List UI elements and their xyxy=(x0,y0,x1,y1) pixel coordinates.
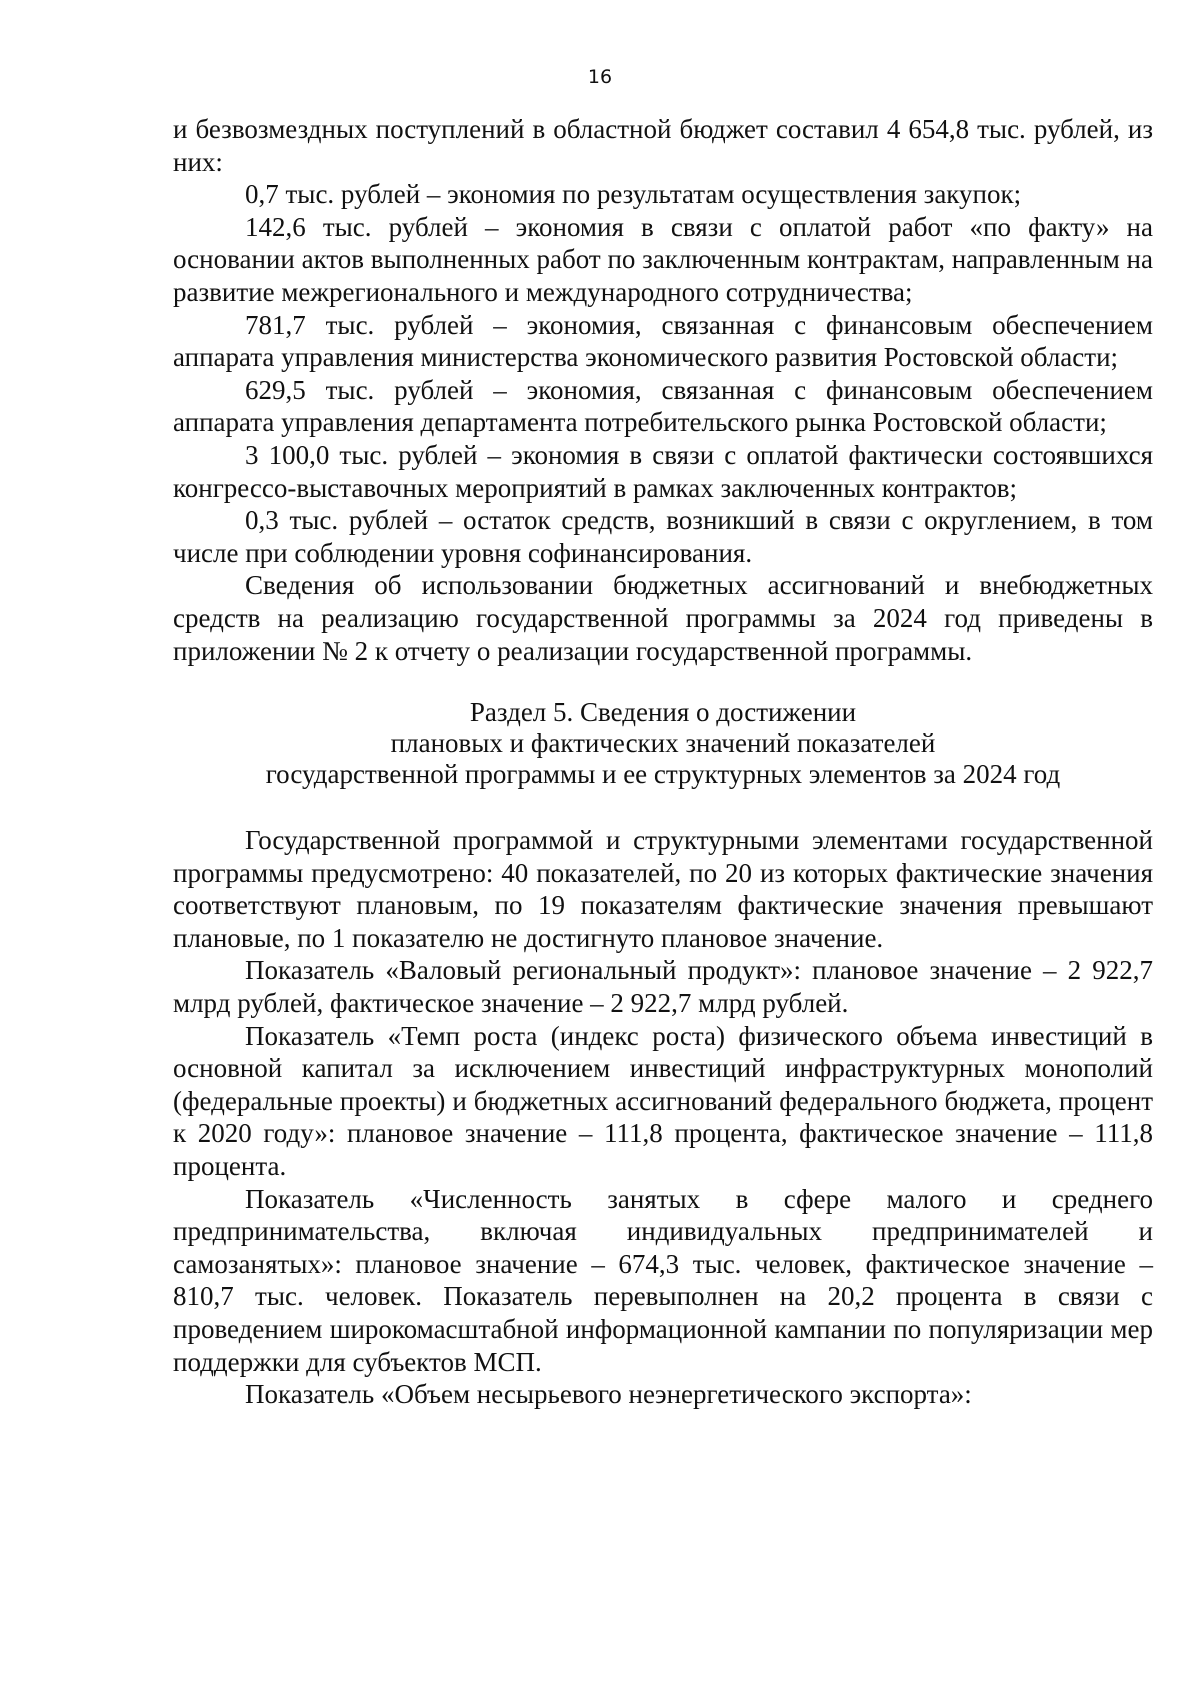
paragraph-indicator-sme-employment: Показатель «Численность занятых в сфере малого и среднего предпринимательства, включая индивидуальных предпринимателей и самозанятых»: плановое значение – 674,3 тыс. человек, фактическое значение – 810,7 тыс. человек. Показатель перевыполнен на 20,2 процента в связи с проведением широкомасштабной информационной кампании по популяризации мер поддержки для субъектов МСП. xyxy=(173,1183,1153,1377)
document-body xyxy=(173,113,1153,1411)
section-heading-line: Раздел 5. Сведения о достижении xyxy=(469,697,857,728)
section-heading-line: плановых и фактических значений показателей xyxy=(390,728,936,759)
paragraph-item-economy-department: 629,5 тыс. рублей – экономия, связанная с финансовым обеспечением аппарата управления департамента потребительского рынка Ростовской области; xyxy=(173,374,1153,438)
section-heading xyxy=(173,697,1153,790)
paragraph-item-economy-purchases: 0,7 тыс. рублей – экономия по результатам осуществления закупок; xyxy=(245,179,1022,210)
section-heading-line: государственной программы и ее структурных элементов за 2024 год xyxy=(265,759,1061,790)
paragraph-indicator-grp: Показатель «Валовый региональный продукт»: плановое значение – 2 922,7 млрд рублей, фактическое значение – 2 922,7 млрд рублей. xyxy=(173,955,1153,1019)
paragraph-indicator-export: Показатель «Объем несырьевого неэнергетического экспорта»: xyxy=(245,1379,972,1410)
paragraph-continuation: и безвозмездных поступлений в областной бюджет составил 4 654,8 тыс. рублей, из них: xyxy=(173,114,1153,177)
paragraph-item-rounding-remainder: 0,3 тыс. рублей – остаток средств, возникший в связи с округлением, в том числе при соблюдении уровня софинансирования. xyxy=(173,505,1153,568)
paragraph-indicators-summary: Государственной программой и структурными элементами государственной программы предусмотрено: 40 показателей, по 20 из которых фактические значения соответствуют плановым, по 19 показателям фактические значения превышают плановые, по 1 показателю не достигнуто плановое значение. xyxy=(173,825,1153,953)
page-number: 16 xyxy=(587,66,613,88)
paragraph-item-economy-work-payment: 142,6 тыс. рублей – экономия в связи с оплатой работ «по факту» на основании актов выполненных работ по заключенным контрактам, направленным на развитие межрегионального и международного сотрудничества; xyxy=(173,211,1153,307)
paragraph-indicator-investment-growth: Показатель «Темп роста (индекс роста) физического объема инвестиций в основной капитал за исключением инвестиций инфраструктурных монополий (федеральные проекты) и бюджетных ассигнований федерального бюджета, процент к 2020 году»: плановое значение – 111,8 процента, фактическое значение – 111,8 процента. xyxy=(173,1020,1153,1182)
paragraph-item-economy-ministry: 781,7 тыс. рублей – экономия, связанная с финансовым обеспечением аппарата управления министерства экономического развития Ростовской области; xyxy=(173,309,1153,373)
paragraph-budget-usage-info: Сведения об использовании бюджетных ассигнований и внебюджетных средств на реализацию государственной программы за 2024 год приведены в приложении № 2 к отчету о реализации государственной программы. xyxy=(173,570,1153,666)
paragraph-item-economy-exhibitions: 3 100,0 тыс. рублей – экономия в связи с оплатой фактически состоявшихся конгрессо-выставочных мероприятий в рамках заключенных контрактов; xyxy=(173,439,1153,503)
